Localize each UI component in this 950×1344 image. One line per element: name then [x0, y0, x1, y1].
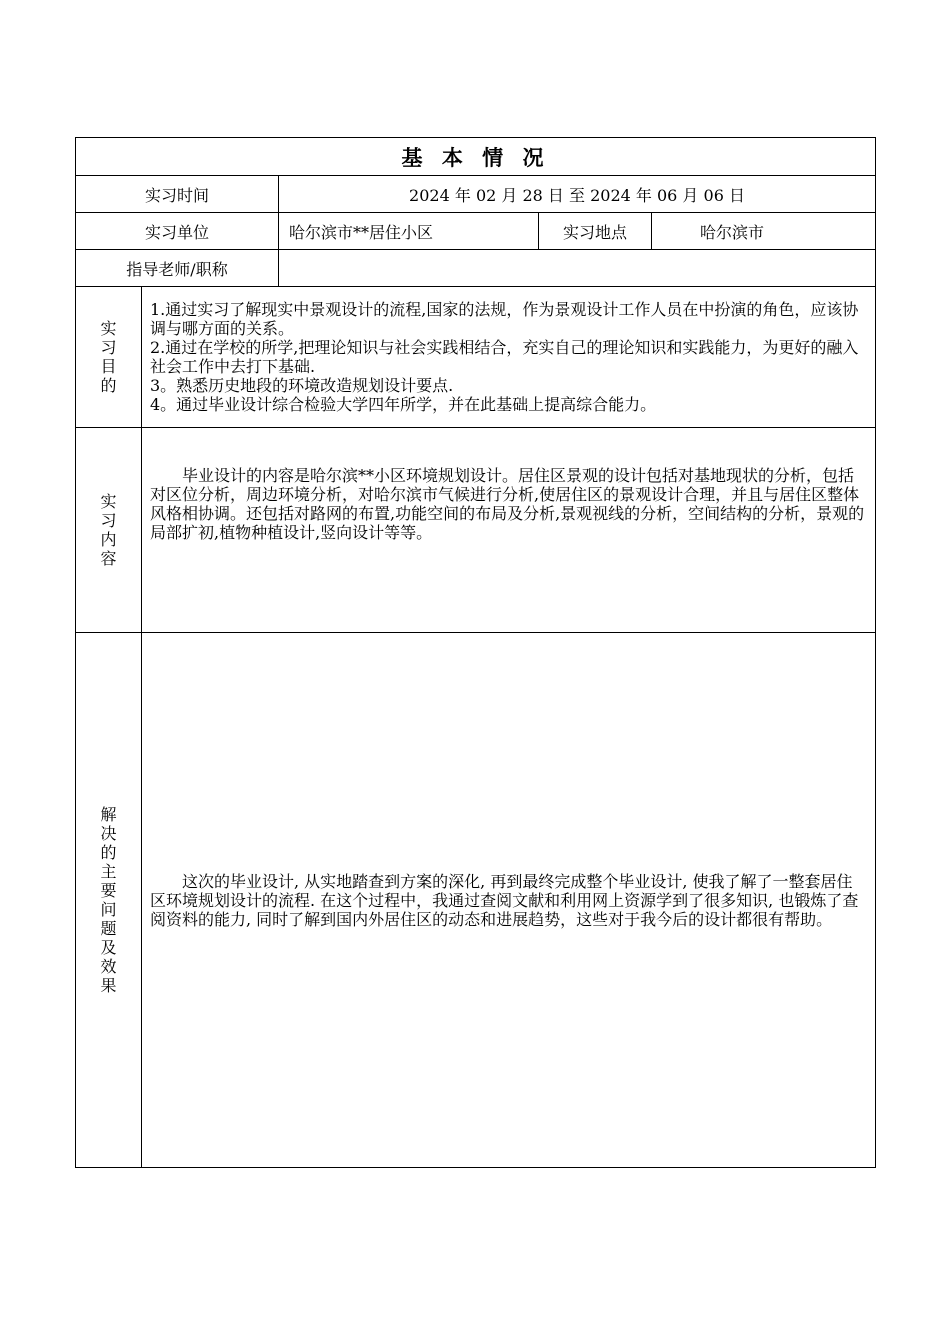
content-body	[142, 428, 876, 633]
unit-label: 实习单位	[76, 213, 279, 250]
content-label: 实 习 内 容	[76, 428, 142, 633]
problems-text: 这次的毕业设计, 从实地踏查到方案的深化, 再到最终完成整个毕业设计, 使我了解了一整套居住区环境规划设计的流程. 在这个过程中，我通过查阅文献和利用网上资源学到了很多知识, 也锻炼了查阅资料的能力, 同时了解到国内外居住区的动态和进展趋势，这些对于我今后的设计都很有帮助。	[150, 871, 859, 929]
info-table	[75, 137, 876, 1168]
purpose-content	[142, 287, 876, 428]
purpose-line: 1.通过实习了解现实中景观设计的流程,国家的法规，作为景观设计工作人员在中扮演的角色，应该协调与哪方面的关系。	[150, 300, 859, 338]
teacher-value	[279, 250, 876, 287]
time-value: 2024 年 02 月 28 日 至 2024 年 06 月 06 日	[279, 176, 876, 213]
unit-value: 哈尔滨市**居住小区	[279, 213, 539, 250]
purpose-line: 4。通过毕业设计综合检验大学四年所学，并在此基础上提高综合能力。	[150, 395, 657, 414]
problems-body	[142, 633, 876, 1168]
content-text: 毕业设计的内容是哈尔滨**小区环境规划设计。居住区景观的设计包括对基地现状的分析，包括对区位分析，周边环境分析，对哈尔滨市气候进行分析,使居住区的景观设计合理，并且与居住区整体风格相协调。还包括对路网的布置,功能空间的布局及分析,景观视线的分析，空间结构的分析，景观的局部扩初,植物种植设计,竖向设计等等。	[150, 466, 865, 542]
purpose-line: 2.通过在学校的所学,把理论知识与社会实践相结合，充实自己的理论知识和实践能力，为更好的融入社会工作中去打下基础.	[150, 338, 859, 376]
time-label: 实习时间	[76, 176, 279, 213]
info-sheet	[75, 137, 875, 1168]
table-title: 基 本 情 况	[76, 138, 876, 176]
teacher-label: 指导老师/职称	[76, 250, 279, 287]
place-value: 哈尔滨市	[652, 213, 876, 250]
place-label: 实习地点	[539, 213, 652, 250]
purpose-line: 3。熟悉历史地段的环境改造规划设计要点.	[150, 376, 454, 395]
purpose-label: 实 习 目 的	[76, 287, 142, 428]
problems-label: 解 决 的 主 要 问 题 及 效 果	[76, 633, 142, 1168]
